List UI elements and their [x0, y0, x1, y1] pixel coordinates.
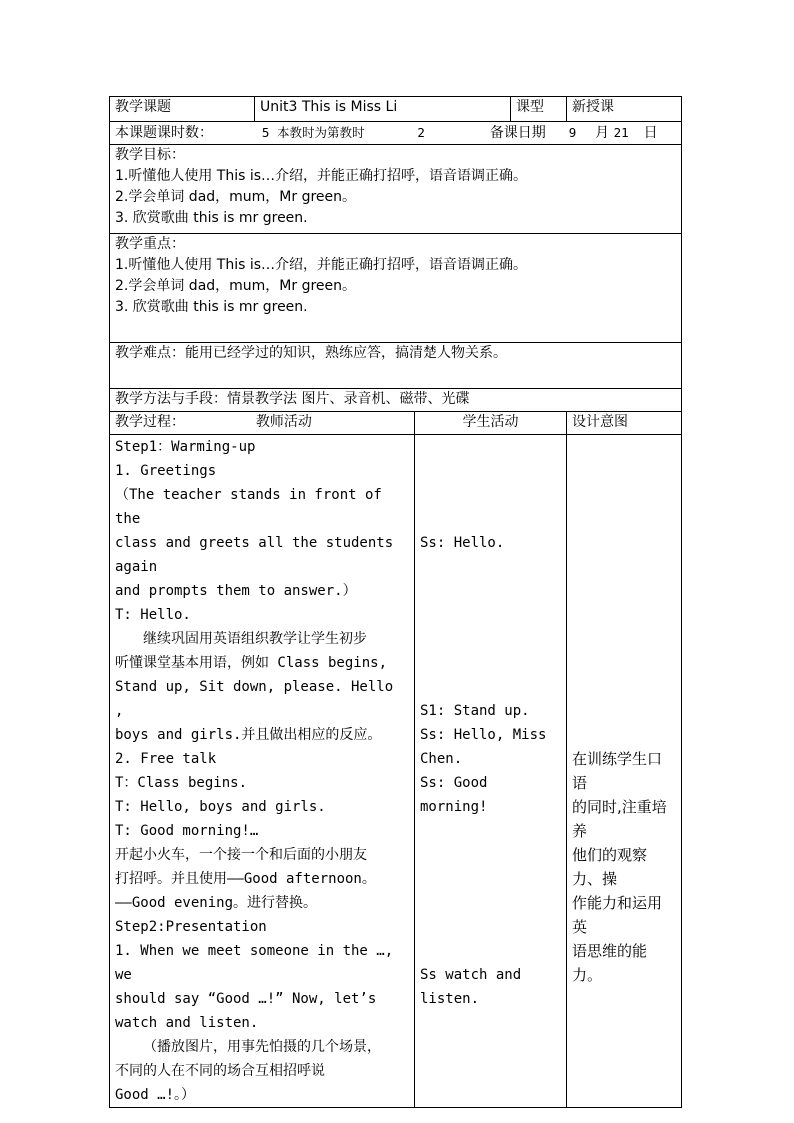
student-line: S1: Stand up. [420, 703, 530, 719]
type-label: 课型 [511, 97, 567, 122]
teacher-line: （播放图片，用事先怕摄的几个场景， [143, 1039, 381, 1055]
teacher-line: watch and listen. [115, 1015, 259, 1031]
process-teacher-header [110, 412, 415, 435]
student-line: morning! [420, 799, 488, 815]
methods-cell: 教学方法与手段：情景教学法 图片、录音机、磁带、光碟 [110, 389, 682, 412]
month-char: 月 [595, 125, 610, 141]
hours-label: 本课题课时数： [115, 125, 213, 141]
student-line [420, 483, 561, 507]
goal-item: 1.听懂他人使用 This is…介绍，并能正确打招呼，语音语调正确。 [115, 168, 528, 184]
design-line: 他们的观察力、操 [572, 846, 648, 888]
design-line: 的同时,注重培养 [572, 798, 667, 840]
student-line [420, 507, 561, 531]
teacher-line: T: Hello. [115, 607, 191, 623]
methods-row [110, 389, 682, 412]
process-header-row [110, 412, 682, 435]
process-label: 教学过程： [115, 414, 185, 430]
goals-cell [110, 145, 682, 234]
topic-label: 教学课题 [110, 97, 255, 122]
teacher-line: T: Good morning!… [115, 823, 259, 839]
teacher-line: （The teacher stands in front of the [115, 487, 382, 527]
student-line [420, 915, 561, 939]
teacher-line: 1. When we meet someone in the …, we [115, 943, 394, 983]
student-line [420, 435, 561, 459]
student-line [420, 459, 561, 483]
keypoint-item: 1.听懂他人使用 This is…介绍，并能正确打招呼，语音语调正确。 [115, 257, 528, 273]
design-line: 语思维的能力。 [572, 942, 648, 984]
student-line [420, 651, 561, 675]
teacher-line: 开起小火车，一个接一个和后面的小朋友 [115, 847, 367, 863]
teacher-line: and prompts them to answer.） [115, 583, 357, 599]
difficulty-row [110, 343, 682, 389]
process-body-row [110, 435, 682, 1108]
design-line: 在训练学生口语 [572, 750, 663, 792]
keypoints-cell [110, 234, 682, 343]
teacher-line: boys and girls.并且做出相应的反应。 [115, 727, 382, 743]
hours-cell [110, 122, 682, 145]
goals-row [110, 145, 682, 234]
date-day: 21 [613, 125, 629, 140]
design-spacer [572, 435, 676, 747]
teacher-line: 打招呼。并且使用——Good afternoon。 [115, 871, 376, 887]
student-line: Ss watch and [420, 967, 522, 983]
student-line: Ss: Hello. [420, 535, 505, 551]
session-number: 2 [417, 125, 425, 140]
teacher-line: 2. Free talk [115, 751, 217, 767]
teacher-activity-header: 教师活动 [255, 414, 312, 430]
hours-value: 5 本教时为第教时 [261, 125, 365, 140]
keypoints-title: 教学重点： [115, 236, 185, 252]
teacher-line: 1. Greetings [115, 463, 217, 479]
date-month: 9 [568, 125, 577, 140]
keypoint-item: 3. 欣赏歌曲 this is mr green. [115, 299, 308, 315]
student-line [420, 675, 561, 699]
goal-item: 2.学会单词 dad，mum，Mr green。 [115, 189, 357, 205]
teacher-line: Step1：Warming-up [115, 439, 256, 455]
type-value: 新授课 [567, 97, 682, 122]
difficulty-cell: 教学难点：能用已经学过的知识，熟练应答，搞清楚人物关系。 [110, 343, 682, 389]
student-line [420, 579, 561, 603]
teacher-line: Step2:Presentation [115, 919, 267, 935]
student-line: listen. [420, 991, 480, 1007]
keypoints-row [110, 234, 682, 343]
student-line: Chen. [420, 751, 463, 767]
topic-row [110, 97, 682, 122]
student-line: Ss: Hello, Miss [420, 727, 547, 743]
teacher-activity-cell [110, 435, 415, 1108]
student-line [420, 603, 561, 627]
student-line [420, 819, 561, 843]
design-line: 作能力和运用英 [572, 894, 663, 936]
teacher-line: 不同的人在不同的场合互相招呼说 [115, 1063, 325, 1079]
student-line [420, 555, 561, 579]
teacher-line: 继续巩固用英语组织教学让学生初步 [143, 631, 367, 647]
day-char: 日 [643, 125, 658, 141]
student-line [420, 939, 561, 963]
student-line [420, 627, 561, 651]
student-activity-header: 学生活动 [415, 412, 567, 435]
design-intent-cell [567, 435, 682, 1108]
date-label: 备课日期 [489, 125, 546, 141]
teacher-line: class and greets all the students again [115, 535, 394, 575]
goals-title: 教学目标： [115, 147, 185, 163]
student-line: Ss: Good [420, 775, 488, 791]
hours-row [110, 122, 682, 145]
student-line [420, 891, 561, 915]
teacher-line: Stand up, Sit down, please. Hello , [115, 679, 394, 719]
student-activity-cell [415, 435, 567, 1108]
student-line [420, 867, 561, 891]
teacher-line: T: Hello, boys and girls. [115, 799, 326, 815]
teacher-line: T：Class begins. [115, 775, 248, 791]
goal-item: 3. 欣赏歌曲 this is mr green. [115, 210, 308, 226]
design-intent-header: 设计意图 [567, 412, 682, 435]
teacher-line: Good …!。） [115, 1087, 196, 1103]
topic-value: Unit3 This is Miss Li [255, 97, 511, 122]
lesson-plan-table [109, 96, 682, 1108]
teacher-line: 听懂课堂基本用语，例如 Class begins, [115, 655, 388, 671]
keypoint-item: 2.学会单词 dad，mum，Mr green。 [115, 278, 357, 294]
teacher-line: should say “Good …!” Now, let’s [115, 991, 377, 1007]
teacher-line: ——Good evening。进行替换。 [115, 895, 318, 911]
student-line [420, 843, 561, 867]
